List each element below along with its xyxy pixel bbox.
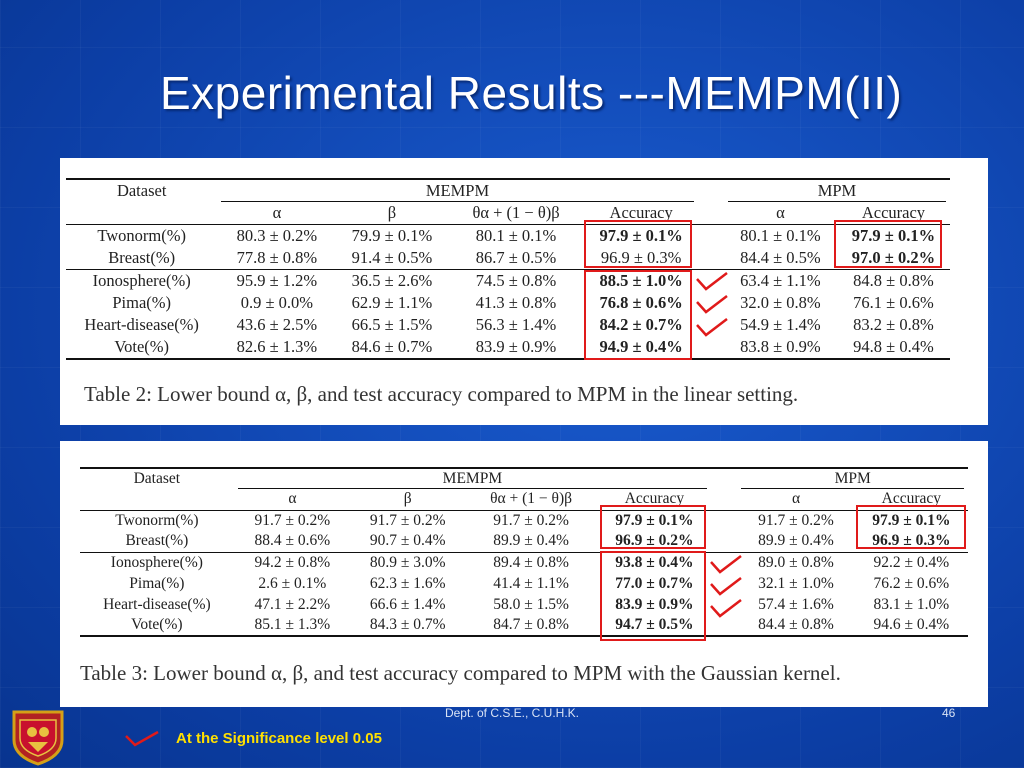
value-cell: 41.3 ± 0.8% [475, 292, 557, 312]
value-cell: 56.3 ± 1.4% [475, 315, 557, 335]
value-cell: 88.5 ± 1.0% [585, 269, 698, 292]
value-cell: 76.1 ± 0.6% [853, 292, 934, 312]
value-cell: 62.3 ± 1.6% [369, 574, 446, 592]
dataset-header: Dataset [80, 468, 234, 489]
value-cell: 84.4 ± 0.5% [740, 247, 821, 267]
table-2 [66, 178, 950, 360]
table-row [66, 269, 950, 292]
mpm-group-header: MPM [724, 179, 950, 202]
page-number: 46 [942, 706, 956, 720]
value-cell: 94.8 ± 0.4% [837, 337, 950, 360]
value-cell: 86.7 ± 0.5% [475, 247, 557, 267]
table-header-row [80, 468, 968, 489]
col-mpm-accuracy: Accuracy [861, 202, 926, 222]
value-cell: 84.7 ± 0.8% [464, 615, 598, 636]
value-cell: 2.6 ± 0.1% [258, 574, 327, 592]
column-gap [698, 224, 724, 247]
checkmark-icon [694, 270, 730, 292]
table-subheader-row [80, 489, 968, 510]
mempm-group-header: MEMPM [234, 468, 711, 489]
value-cell: 97.9 ± 0.1% [855, 510, 968, 531]
value-cell: 57.4 ± 1.6% [758, 595, 834, 613]
checkmark-icon [694, 316, 730, 338]
table-row [80, 552, 968, 573]
table-row [80, 615, 968, 636]
checkmark-icon [124, 730, 160, 748]
value-cell: 54.9 ± 1.4% [740, 315, 821, 335]
table-2-panel [60, 158, 988, 425]
mempm-group-header: MEMPM [217, 179, 697, 202]
value-cell: 96.9 ± 0.3% [600, 247, 682, 267]
value-cell: 36.5 ± 2.6% [336, 269, 447, 292]
value-cell: 43.6 ± 2.5% [236, 315, 318, 335]
value-cell: 94.6 ± 0.4% [855, 615, 968, 636]
dataset-cell: Heart-disease(%) [84, 315, 199, 335]
value-cell: 58.0 ± 1.5% [493, 595, 569, 613]
value-cell: 90.7 ± 0.4% [369, 532, 446, 550]
value-cell: 0.9 ± 0.0% [240, 292, 314, 312]
dataset-cell: Breast(%) [125, 532, 189, 550]
value-cell: 66.5 ± 1.5% [351, 315, 433, 335]
value-cell: 83.1 ± 1.0% [873, 595, 950, 613]
table-row [66, 224, 950, 247]
value-cell: 97.9 ± 0.1% [598, 510, 711, 531]
col-theta: θα + (1 − θ)β [490, 490, 572, 508]
value-cell: 84.2 ± 0.7% [599, 315, 683, 335]
value-cell: 63.4 ± 1.1% [724, 269, 837, 292]
dataset-cell: Vote(%) [80, 615, 234, 636]
slide-title: Experimental Results ---MEMPM(II) [160, 67, 903, 119]
significance-note: At the Significance level 0.05 [176, 730, 382, 747]
table-row [66, 314, 950, 337]
col-mpm-accuracy: Accuracy [881, 490, 942, 508]
table-header-row [66, 179, 950, 202]
value-cell: 84.4 ± 0.8% [737, 615, 854, 636]
value-cell: 91.4 ± 0.5% [351, 247, 433, 267]
value-cell: 85.1 ± 1.3% [234, 615, 351, 636]
dataset-cell: Twonorm(%) [80, 510, 234, 531]
col-accuracy: Accuracy [609, 202, 673, 222]
column-gap [698, 337, 724, 360]
value-cell: 91.7 ± 0.2% [234, 510, 351, 531]
checkmark-icon [708, 553, 744, 575]
table-3 [80, 467, 968, 637]
value-cell: 91.7 ± 0.2% [737, 510, 854, 531]
footer-department: Dept. of C.S.E., C.U.H.K. [444, 706, 580, 720]
value-cell: 89.9 ± 0.4% [758, 532, 834, 550]
checkmark-icon [708, 597, 744, 619]
value-cell: 89.9 ± 0.4% [493, 532, 569, 550]
value-cell: 76.2 ± 0.6% [873, 574, 950, 592]
value-cell: 96.9 ± 0.3% [872, 532, 951, 550]
table-row [80, 573, 968, 594]
dataset-cell: Pima(%) [129, 574, 185, 592]
column-gap [698, 247, 724, 270]
table-row [66, 337, 950, 360]
dataset-cell: Twonorm(%) [66, 224, 217, 247]
value-cell: 92.2 ± 0.4% [855, 552, 968, 573]
col-mpm-alpha: α [791, 490, 801, 508]
value-cell: 88.4 ± 0.6% [254, 532, 331, 550]
value-cell: 76.8 ± 0.6% [599, 292, 683, 312]
value-cell: 77.0 ± 0.7% [615, 574, 694, 592]
dataset-cell: Ionosphere(%) [80, 552, 234, 573]
value-cell: 97.9 ± 0.1% [837, 224, 950, 247]
value-cell: 32.1 ± 1.0% [758, 574, 834, 592]
dataset-cell: Pima(%) [112, 292, 171, 312]
value-cell: 80.1 ± 0.1% [447, 224, 584, 247]
value-cell: 91.7 ± 0.2% [351, 510, 464, 531]
col-accuracy: Accuracy [624, 490, 685, 508]
col-beta: β [403, 490, 412, 508]
value-cell: 80.3 ± 0.2% [217, 224, 336, 247]
mpm-group-header: MPM [737, 468, 968, 489]
value-cell: 80.1 ± 0.1% [724, 224, 837, 247]
value-cell: 62.9 ± 1.1% [351, 292, 433, 312]
table-row [80, 531, 968, 552]
value-cell: 97.9 ± 0.1% [585, 224, 698, 247]
value-cell: 91.7 ± 0.2% [464, 510, 598, 531]
value-cell: 95.9 ± 1.2% [217, 269, 336, 292]
value-cell: 96.9 ± 0.2% [615, 532, 694, 550]
dataset-cell: Ionosphere(%) [66, 269, 217, 292]
col-alpha: α [272, 202, 282, 222]
value-cell: 84.6 ± 0.7% [336, 337, 447, 360]
value-cell: 83.8 ± 0.9% [724, 337, 837, 360]
table-row [66, 247, 950, 270]
checkmark-icon [694, 293, 730, 315]
value-cell: 89.4 ± 0.8% [464, 552, 598, 573]
table-2-caption: Table 2: Lower bound α, β, and test accuracy compared to MPM in the linear setting. [84, 382, 799, 406]
table-3-caption: Table 3: Lower bound α, β, and test accuracy compared to MPM with the Gaussian kernel. [80, 661, 841, 685]
dataset-header: Dataset [66, 179, 217, 202]
col-beta: β [387, 202, 397, 222]
table-row [66, 292, 950, 315]
value-cell: 89.0 ± 0.8% [737, 552, 854, 573]
dataset-cell: Vote(%) [66, 337, 217, 360]
value-cell: 84.3 ± 0.7% [351, 615, 464, 636]
col-theta: θα + (1 − θ)β [472, 202, 560, 222]
value-cell: 83.9 ± 0.9% [615, 595, 694, 613]
column-gap [711, 531, 737, 552]
value-cell: 97.0 ± 0.2% [851, 247, 936, 267]
table-3-panel [60, 441, 988, 707]
value-cell: 94.9 ± 0.4% [585, 337, 698, 360]
value-cell: 41.4 ± 1.1% [493, 574, 569, 592]
checkmark-icon [708, 575, 744, 597]
value-cell: 80.9 ± 3.0% [351, 552, 464, 573]
table-subheader-row [66, 202, 950, 225]
value-cell: 79.9 ± 0.1% [336, 224, 447, 247]
column-gap [711, 510, 737, 531]
value-cell: 82.6 ± 1.3% [217, 337, 336, 360]
table-row [80, 594, 968, 615]
value-cell: 94.7 ± 0.5% [598, 615, 711, 636]
value-cell: 84.8 ± 0.8% [837, 269, 950, 292]
dataset-cell: Breast(%) [108, 247, 176, 267]
value-cell: 74.5 ± 0.8% [447, 269, 584, 292]
value-cell: 94.2 ± 0.8% [234, 552, 351, 573]
value-cell: 83.2 ± 0.8% [853, 315, 934, 335]
table-row [80, 510, 968, 531]
value-cell: 93.8 ± 0.4% [598, 552, 711, 573]
col-mpm-alpha: α [776, 202, 785, 222]
dataset-cell: Heart-disease(%) [103, 595, 211, 613]
value-cell: 47.1 ± 2.2% [254, 595, 331, 613]
col-alpha: α [288, 490, 297, 508]
value-cell: 66.6 ± 1.4% [369, 595, 446, 613]
value-cell: 77.8 ± 0.8% [236, 247, 318, 267]
value-cell: 83.9 ± 0.9% [447, 337, 584, 360]
value-cell: 32.0 ± 0.8% [740, 292, 821, 312]
